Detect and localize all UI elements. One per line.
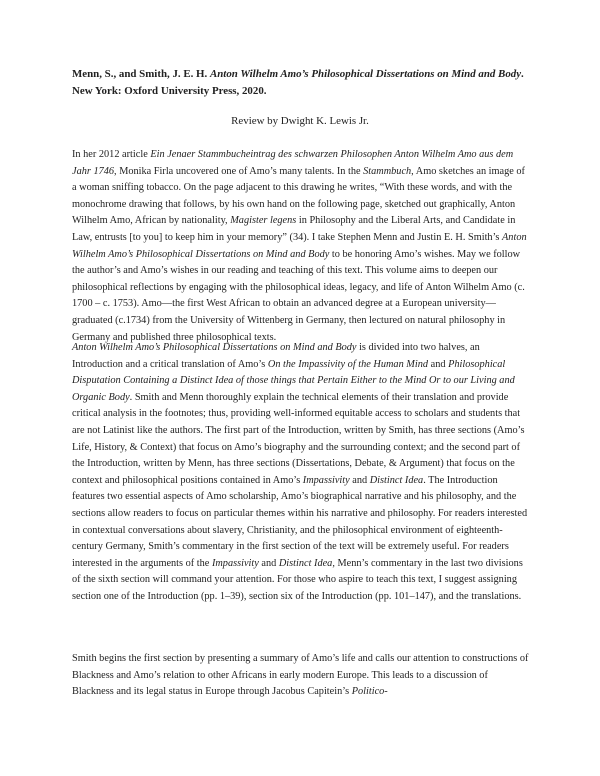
paragraph-2 xyxy=(72,340,532,606)
italic-term: Impassivity xyxy=(302,474,350,486)
italic-term: Stammbuch xyxy=(363,165,412,177)
italic-title: Anton Wilhelm Amo’s Philosophical Dissertations on Mind and Body xyxy=(72,342,357,353)
text-run: and xyxy=(428,358,449,370)
italic-title: Politico- xyxy=(351,686,388,698)
paragraph-3 xyxy=(72,651,532,701)
text-run: is divided into two halves, an Introduction and a critical translation of Amo’s xyxy=(72,342,480,370)
italic-term: Distinct Idea xyxy=(369,474,424,486)
text-run: . Smith and Menn thoroughly explain the technical elements of their translation and provide critical analysis in the footnotes; thus, providing well-informed equitable access to scholars and students that are not Latinist like the authors. The first part of the Introduction, written by Smith, has three sections (Amo’s Life, History, & Context) that focus on Amo’s biography and the surrounding context; and the second part of the Introduction, written by Menn, has three sections (Dissertations, Debate, & Argument) that focus on the context and philosophical positions contained in Amo’s xyxy=(72,391,525,486)
italic-term: Distinct Idea, xyxy=(278,557,335,569)
text-run: Menn’s commentary in the last two divisions of the sixth section will command your attention. For those who aspire to teach this text, I suggest assigning section one of the Introduction (pp. 1–39), section six of the Introduction (pp. 101–147), and the translations. xyxy=(72,557,523,602)
text-run: in Philosophy and the Liberal Arts, and Candidate in Law, entrusts [to you] to keep him in your memory” (34). I take Stephen Menn and Justin E. H. Smith’s xyxy=(72,215,516,243)
italic-term: Impassivity xyxy=(211,557,259,569)
reviewer-line: Review by Dwight K. Lewis Jr. xyxy=(231,115,369,127)
italic-title: Anton Wilhelm Amo’s Philosophical Dissertations on Mind and Body xyxy=(72,231,527,260)
italic-term: Magister legens xyxy=(230,215,297,227)
citation-authors: Menn, S., and Smith, J. E. H. xyxy=(72,68,210,80)
text-run: to be honoring Amo’s wishes. May we follow the author’s and Amo’s wishes in our reading and teaching of this text. This volume aims to deepen our philosophical reflections by engaging with the philosophical ideas, legacy, and life of Anton Wilhelm Amo (c. 1700 – c. 1753). Amo—the first West African to obtain an advanced degree at a European university—graduated (c.1734) from the University of Wittenberg in Germany, then lectured on natural philosophy in Germany and published three philosophical texts. xyxy=(72,248,525,343)
text-run: Smith begins the first section by presenting a summary of Amo’s life and calls our attention to constructions of Blackness and Amo’s relation to other Africans in early modern Europe. This leads to a discussion of Blackness and its legal status in Europe through Jacobus Capitein’s xyxy=(72,653,529,698)
italic-title: Ein Jenaer Stammbucheintrag des schwarzen Philosophen Anton Wilhelm Amo aus dem Jahr 1746 xyxy=(72,149,514,177)
paragraph-1 xyxy=(72,147,532,346)
text-run: and xyxy=(349,474,370,486)
text-run: , Amo sketches an image of a woman sniffing tobacco. On the page adjacent to this drawing he writes, “With these words, and with the monochrome drawing that follows, by his own hand on the following page, sketched out graphically, Anton Wilhelm Amo, African by nationality, xyxy=(72,165,525,227)
citation-title: Anton Wilhelm Amo’s Philosophical Dissertations on Mind and Body xyxy=(209,68,522,80)
italic-title: Philosophical Disputation Containing a Distinct Idea of those things that Pertain Either to the Mind Or to our Living and Organic Body xyxy=(72,358,515,403)
text-run: . The Introduction features two essential aspects of Amo scholarship, Amo’s biographical narrative and his philosophy, and the sections allow readers to focus on particular themes within his narrative and philosophy. For readers interested in contextual conversations about slavery, Christianity, and the philosophical environment of eighteenth-century Germany, Smith’s commentary in the first section of the text will be extremely useful. For readers interested in the arguments of the xyxy=(72,474,528,569)
citation-publisher: . New York: Oxford University Press, 2020. xyxy=(72,68,524,97)
book-citation xyxy=(72,66,530,100)
text-run: and xyxy=(258,557,279,569)
text-run: , Monika Firla uncovered one of Amo’s many talents. In the xyxy=(114,165,364,177)
text-run: In her 2012 article xyxy=(72,149,151,160)
italic-title: On the Impassivity of the Human Mind xyxy=(267,358,429,370)
